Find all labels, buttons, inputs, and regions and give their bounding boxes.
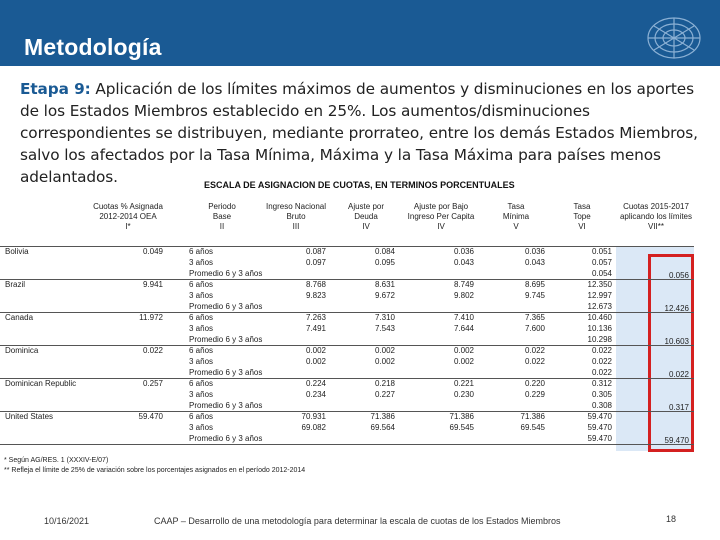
table-bottom-rule (0, 444, 694, 445)
column-header-line: Mínima (502, 212, 530, 221)
country-name: United States (5, 412, 54, 421)
column-header-line: V (513, 222, 519, 231)
table-footnote: * Según AG/RES. 1 (XXXIV-E/07) (4, 457, 109, 464)
assigned-quota: 9.941 (142, 280, 163, 289)
period-label: 6 años (189, 379, 214, 388)
value-cap: 10.298 (587, 335, 612, 344)
value-low: 7.410 (453, 313, 474, 322)
period-label: Promedio 6 y 3 años (189, 434, 263, 443)
value-cap: 59.470 (587, 434, 612, 443)
slide-title: Metodología (24, 34, 162, 60)
column-header-line: Deuda (354, 212, 378, 221)
column-header (78, 202, 178, 232)
value-low: 0.036 (453, 247, 474, 256)
value-debt: 0.218 (374, 379, 395, 388)
value-cap: 10.136 (587, 324, 612, 333)
table-title: ESCALA DE ASIGNACION DE CUOTAS, EN TERMINOS PORCENTUALES (204, 180, 515, 190)
value-gni: 7.491 (305, 324, 326, 333)
value-gni: 70.931 (301, 412, 326, 421)
value-final: 10.603 (664, 337, 689, 346)
value-debt: 0.227 (374, 390, 395, 399)
assigned-quota: 11.972 (139, 313, 163, 322)
value-low: 71.386 (449, 412, 474, 421)
column-header-line: VI (578, 222, 586, 231)
value-gni: 0.002 (305, 357, 326, 366)
oas-emblem-icon (640, 8, 708, 64)
table-footnote: ** Refleja el límite de 25% de variación sobre los porcentajes asignados en el período 2012-2014 (4, 467, 306, 474)
column-header (606, 202, 706, 232)
column-header-line: Ajuste por (347, 202, 385, 211)
step-text: Aplicación de los límites máximos de aumentos y disminuciones en los aportes de los Estados Miembros establecido en 25%. Los aumentos/disminuciones correspondientes se distribuyen, mediante prorrateo, entre los demás Estados Miembros, salvo los afectados por la Tasa Mínima, Máxima y la Tasa Máxima para países menos adelantados. (20, 80, 698, 186)
value-low: 0.221 (453, 379, 474, 388)
column-header-line: Cuotas 2015-2017 (623, 202, 689, 211)
assigned-quota: 0.022 (142, 346, 163, 355)
value-low: 9.802 (453, 291, 474, 300)
value-cap: 0.308 (591, 401, 612, 410)
value-cap: 10.460 (587, 313, 612, 322)
value-cap: 12.673 (587, 302, 612, 311)
value-debt: 8.631 (374, 280, 395, 289)
column-header-line: 2012-2014 OEA (99, 212, 157, 221)
step-label: Etapa 9: (20, 80, 91, 98)
value-gni: 8.768 (305, 280, 326, 289)
value-min: 71.386 (520, 412, 545, 421)
period-label: 3 años (189, 357, 214, 366)
value-gni: 0.097 (305, 258, 326, 267)
step-description (20, 78, 710, 188)
period-label: 6 años (189, 313, 214, 322)
period-label: 6 años (189, 346, 214, 355)
column-header-line: Bruto (286, 212, 306, 221)
column-header-line: Tasa (507, 202, 525, 211)
footer-text: CAAP – Desarrollo de una metodología para determinar la escala de cuotas de los Estados Miembros (154, 516, 561, 526)
period-label: 3 años (189, 390, 214, 399)
value-cap: 59.470 (587, 423, 612, 432)
value-debt: 7.310 (374, 313, 395, 322)
value-debt: 0.084 (374, 247, 395, 256)
page-number: 18 (666, 514, 677, 524)
period-label: 6 años (189, 412, 214, 421)
value-gni: 7.263 (305, 313, 326, 322)
column-header-line: aplicando los límites (619, 212, 693, 221)
period-label: 6 años (189, 247, 214, 256)
value-cap: 0.312 (591, 379, 612, 388)
value-final: 12.426 (664, 304, 689, 313)
title-bar (0, 0, 720, 66)
value-min: 0.036 (524, 247, 545, 256)
value-gni: 9.823 (305, 291, 326, 300)
column-header-line: Base (212, 212, 232, 221)
value-debt: 69.564 (370, 423, 395, 432)
value-cap: 12.350 (587, 280, 612, 289)
value-final: 59.470 (664, 436, 689, 445)
value-low: 8.749 (453, 280, 474, 289)
column-header-line: Ingreso Per Capita (407, 212, 475, 221)
value-min: 0.022 (524, 346, 545, 355)
value-cap: 0.022 (591, 357, 612, 366)
quota-scale-table (0, 176, 720, 476)
country-name: Dominica (5, 346, 39, 355)
value-gni: 0.224 (305, 379, 326, 388)
value-min: 0.022 (524, 357, 545, 366)
column-header-line: IV (362, 222, 370, 231)
value-gni: 0.087 (305, 247, 326, 256)
column-header-line: III (292, 222, 300, 231)
value-min: 0.229 (524, 390, 545, 399)
column-header-line: Tope (573, 212, 591, 221)
value-cap: 0.022 (591, 346, 612, 355)
value-final: 0.317 (668, 403, 689, 412)
period-label: 6 años (189, 280, 214, 289)
country-name: Brazil (5, 280, 26, 289)
column-header-line: Ingreso Nacional (265, 202, 327, 211)
value-final: 0.022 (668, 370, 689, 379)
column-header-line: Cuotas % Asignada (93, 202, 163, 211)
value-cap: 0.057 (591, 258, 612, 267)
value-cap: 12.997 (587, 291, 612, 300)
value-low: 7.644 (453, 324, 474, 333)
value-low: 0.230 (453, 390, 474, 399)
value-debt: 7.543 (374, 324, 395, 333)
assigned-quota: 0.257 (142, 379, 163, 388)
value-min: 8.695 (524, 280, 545, 289)
column-header-line: Tasa (573, 202, 591, 211)
value-min: 7.600 (524, 324, 545, 333)
value-low: 0.002 (453, 357, 474, 366)
value-gni: 0.234 (305, 390, 326, 399)
period-label: Promedio 6 y 3 años (189, 335, 263, 344)
value-gni: 69.082 (301, 423, 326, 432)
assigned-quota: 59.470 (138, 412, 163, 421)
value-cap: 0.051 (591, 247, 612, 256)
value-cap: 59.470 (587, 412, 612, 421)
period-label: Promedio 6 y 3 años (189, 368, 263, 377)
value-gni: 0.002 (305, 346, 326, 355)
value-cap: 0.054 (591, 269, 612, 278)
value-low: 0.002 (453, 346, 474, 355)
column-header-line: Periodo (208, 202, 236, 211)
period-label: Promedio 6 y 3 años (189, 401, 263, 410)
column-header-line: VII** (647, 222, 664, 231)
value-min: 0.220 (524, 379, 545, 388)
value-min: 7.365 (524, 313, 545, 322)
value-debt: 0.002 (374, 346, 395, 355)
column-header-line: Ajuste por Bajo (413, 202, 469, 211)
value-cap: 0.022 (591, 368, 612, 377)
period-label: 3 años (189, 423, 214, 432)
value-min: 9.745 (524, 291, 545, 300)
country-name: Dominican Republic (5, 379, 77, 388)
value-low: 0.043 (453, 258, 474, 267)
footer-date: 10/16/2021 (44, 516, 90, 526)
period-label: 3 años (189, 324, 214, 333)
value-debt: 71.386 (370, 412, 395, 421)
country-name: Bolivia (5, 247, 29, 256)
column-header-line: II (219, 222, 225, 231)
value-min: 69.545 (520, 423, 545, 432)
column-header-line: IV (437, 222, 445, 231)
assigned-quota: 0.049 (142, 247, 163, 256)
value-min: 0.043 (524, 258, 545, 267)
value-cap: 0.305 (591, 390, 612, 399)
value-debt: 0.095 (374, 258, 395, 267)
value-final: 0.056 (668, 271, 689, 280)
period-label: Promedio 6 y 3 años (189, 269, 263, 278)
value-low: 69.545 (449, 423, 474, 432)
value-debt: 0.002 (374, 357, 395, 366)
period-label: 3 años (189, 258, 214, 267)
column-header-line: I* (125, 222, 131, 231)
period-label: 3 años (189, 291, 214, 300)
period-label: Promedio 6 y 3 años (189, 302, 263, 311)
country-name: Canada (5, 313, 34, 322)
value-debt: 9.672 (374, 291, 395, 300)
